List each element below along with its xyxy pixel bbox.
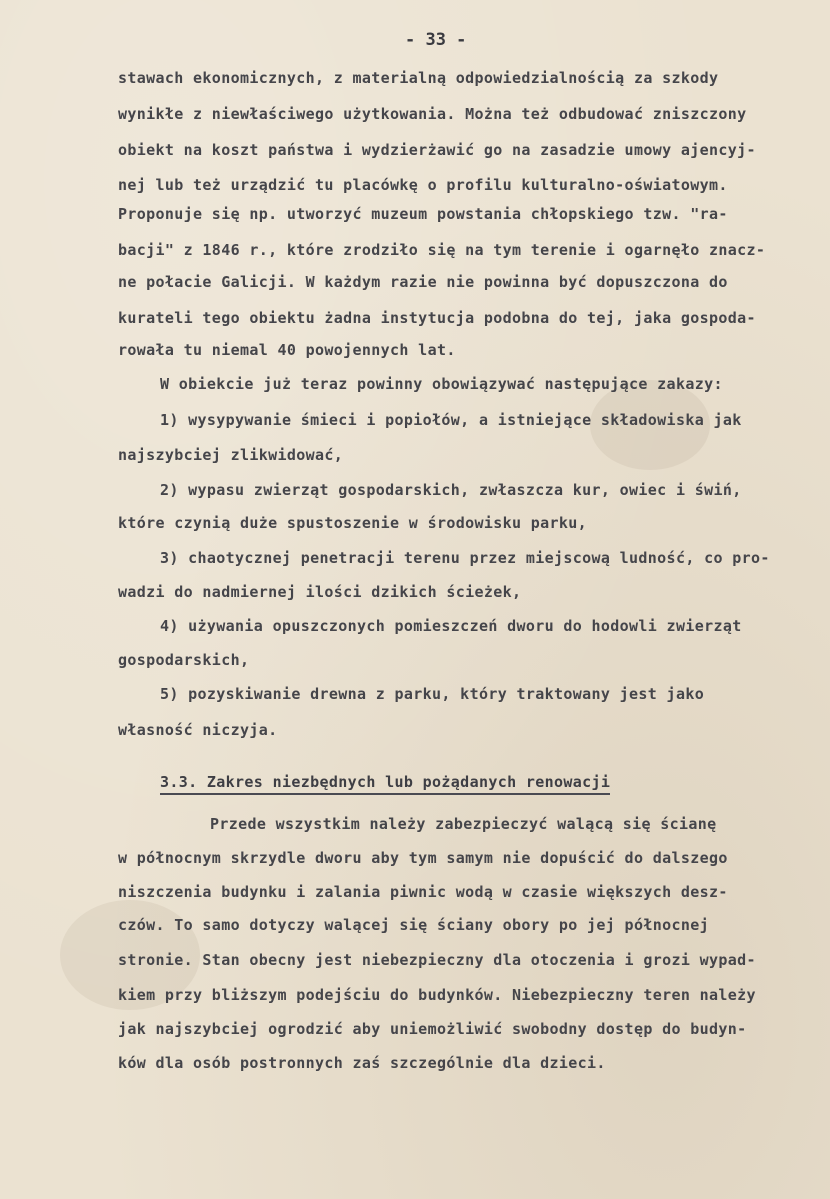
paragraph-line: Przede wszystkim należy zabezpieczyć walącą się ścianę <box>210 815 717 833</box>
paragraph-line: nej lub też urządzić tu placówkę o profilu kulturalno-oświatowym. <box>118 176 728 194</box>
paragraph-line: wynikłe z niewłaściwego użytkowania. Można też odbudować zniszczony <box>118 105 747 123</box>
bans-intro: W obiekcie już teraz powinny obowiązywać następujące zakazy: <box>160 375 723 393</box>
paragraph-line: kiem przy bliższym podejściu do budynków. Niebezpieczny teren należy <box>118 986 756 1004</box>
paragraph-line: jak najszybciej ogrodzić aby uniemożliwić swobodny dostęp do budyn- <box>118 1020 747 1038</box>
ban-item-4-cont: gospodarskich, <box>118 651 250 669</box>
paragraph-line: bacji" z 1846 r., które zrodziło się na tym terenie i ogarnęło znacz- <box>118 241 766 259</box>
paragraph-line: czów. To samo dotyczy walącej się ściany obory po jej północnej <box>118 916 709 934</box>
paragraph-line: stawach ekonomicznych, z materialną odpowiedzialnością za szkody <box>118 69 719 87</box>
ban-item-2: 2) wypasu zwierząt gospodarskich, zwłaszcza kur, owiec i świń, <box>160 481 742 499</box>
ban-item-1: 1) wysypywanie śmieci i popiołów, a istniejące składowiska jak <box>160 411 742 429</box>
ban-item-2-cont: które czynią duże spustoszenie w środowisku parku, <box>118 514 588 532</box>
paragraph-line: obiekt na koszt państwa i wydzierżawić go na zasadzie umowy ajencyj- <box>118 141 756 159</box>
ban-item-3: 3) chaotycznej penetracji terenu przez miejscową ludność, co pro- <box>160 549 770 567</box>
paragraph-line: ne połacie Galicji. W każdym razie nie powinna być dopuszczona do <box>118 273 728 291</box>
paragraph-line: stronie. Stan obecny jest niebezpieczny dla otoczenia i grozi wypad- <box>118 951 756 969</box>
paragraph-line: Proponuje się np. utworzyć muzeum powstania chłopskiego tzw. "ra- <box>118 205 728 223</box>
paragraph-line: rowała tu niemal 40 powojennych lat. <box>118 341 456 359</box>
ban-item-4: 4) używania opuszczonych pomieszczeń dworu do hodowli zwierząt <box>160 617 742 635</box>
paragraph-line: kurateli tego obiektu żadna instytucja podobna do tej, jaka gospoda- <box>118 309 756 327</box>
paragraph-line: ków dla osób postronnych zaś szczególnie dla dzieci. <box>118 1054 606 1072</box>
ban-item-5: 5) pozyskiwanie drewna z parku, który traktowany jest jako <box>160 685 705 703</box>
ban-item-3-cont: wadzi do nadmiernej ilości dzikich ścieżek, <box>118 583 522 601</box>
page-number: - 33 - <box>405 30 467 50</box>
ban-item-1-cont: najszybciej zlikwidować, <box>118 446 344 464</box>
paragraph-line: w północnym skrzydle dworu aby tym samym nie dopuścić do dalszego <box>118 849 728 867</box>
paragraph-line: niszczenia budynku i zalania piwnic wodą w czasie większych desz- <box>118 883 728 901</box>
ban-item-5-cont: własność niczyja. <box>118 721 278 739</box>
section-heading: 3.3. Zakres niezbędnych lub pożądanych renowacji <box>160 772 610 795</box>
